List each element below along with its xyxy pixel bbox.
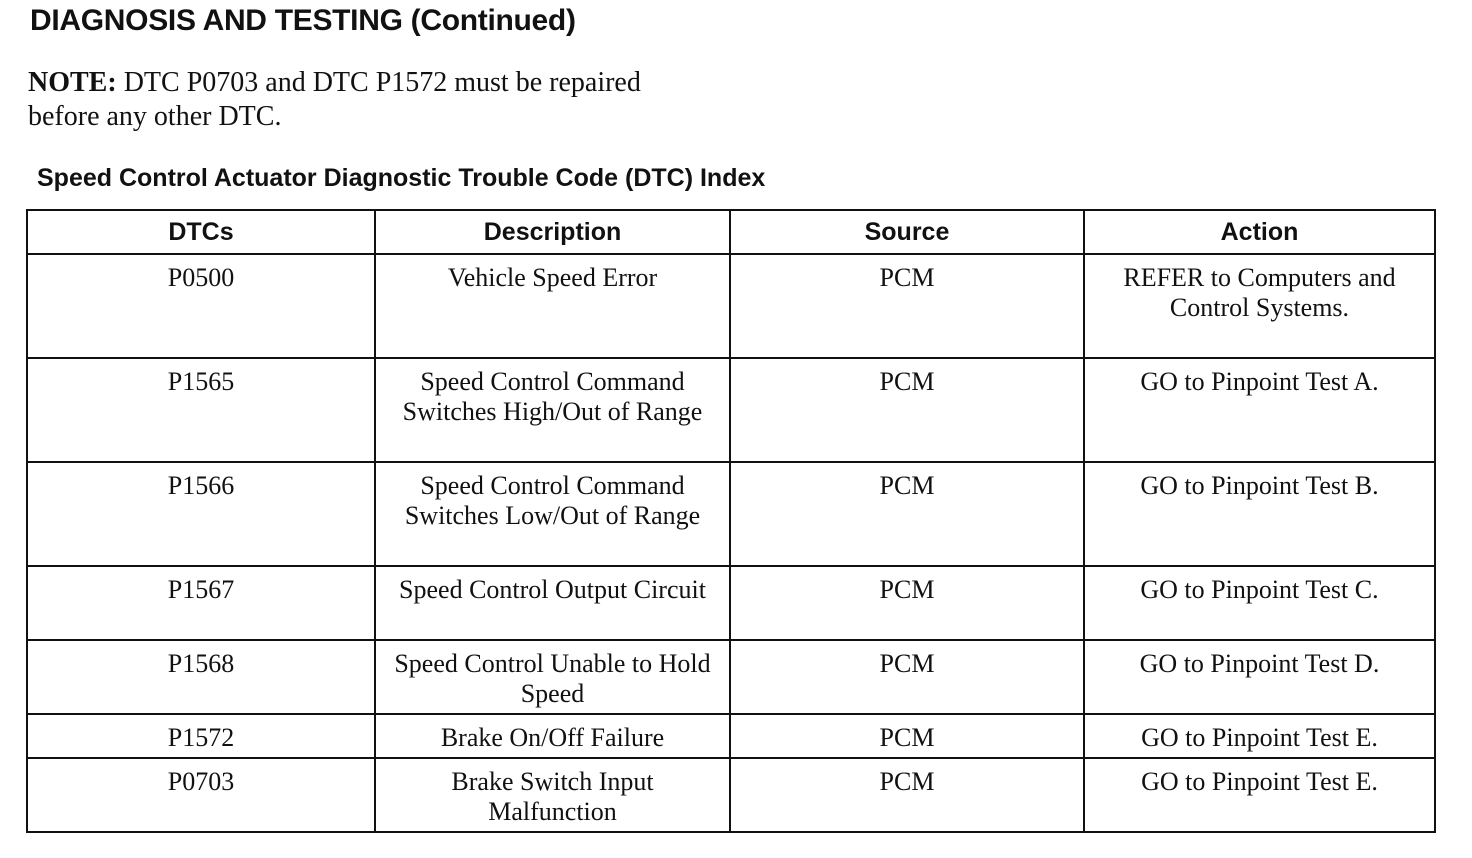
description-cell: Speed Control Output Circuit (375, 566, 730, 640)
source-cell: PCM (730, 640, 1084, 714)
description-cell: Speed Control Command Switches Low/Out of Range (375, 462, 730, 566)
action-cell: GO to Pinpoint Test C. (1084, 566, 1435, 640)
description-cell: Speed Control Command Switches High/Out of Range (375, 358, 730, 462)
action-cell: GO to Pinpoint Test B. (1084, 462, 1435, 566)
note-paragraph (28, 66, 668, 134)
column-header-dtcs: DTCs (27, 210, 375, 254)
source-cell: PCM (730, 462, 1084, 566)
table-row (27, 640, 1435, 714)
dtc-cell: P0500 (27, 254, 375, 358)
dtc-index-table (26, 209, 1436, 833)
description-cell: Brake Switch Input Malfunction (375, 758, 730, 832)
action-cell: GO to Pinpoint Test A. (1084, 358, 1435, 462)
action-cell: GO to Pinpoint Test E. (1084, 758, 1435, 832)
table-row (27, 758, 1435, 832)
table-caption: Speed Control Actuator Diagnostic Trouble Code (DTC) Index (37, 164, 766, 192)
dtc-cell: P1567 (27, 566, 375, 640)
action-cell: GO to Pinpoint Test E. (1084, 714, 1435, 758)
source-cell: PCM (730, 566, 1084, 640)
dtc-cell: P1565 (27, 358, 375, 462)
dtc-cell: P1572 (27, 714, 375, 758)
table-row (27, 254, 1435, 358)
column-header-source: Source (730, 210, 1084, 254)
table-row (27, 358, 1435, 462)
source-cell: PCM (730, 254, 1084, 358)
note-text: DTC P0703 and DTC P1572 must be repaired before any other DTC. (28, 67, 641, 132)
column-header-description: Description (375, 210, 730, 254)
column-header-action: Action (1084, 210, 1435, 254)
description-cell: Vehicle Speed Error (375, 254, 730, 358)
table-row (27, 714, 1435, 758)
dtc-cell: P1568 (27, 640, 375, 714)
dtc-cell: P0703 (27, 758, 375, 832)
dtc-cell: P1566 (27, 462, 375, 566)
table-row (27, 566, 1435, 640)
description-cell: Speed Control Unable to Hold Speed (375, 640, 730, 714)
note-label: NOTE: (28, 67, 117, 98)
table-row (27, 462, 1435, 566)
description-cell: Brake On/Off Failure (375, 714, 730, 758)
action-cell: REFER to Computers and Control Systems. (1084, 254, 1435, 358)
action-cell: GO to Pinpoint Test D. (1084, 640, 1435, 714)
source-cell: PCM (730, 358, 1084, 462)
page-heading: DIAGNOSIS AND TESTING (Continued) (30, 4, 576, 37)
table-header-row (27, 210, 1435, 254)
source-cell: PCM (730, 714, 1084, 758)
source-cell: PCM (730, 758, 1084, 832)
